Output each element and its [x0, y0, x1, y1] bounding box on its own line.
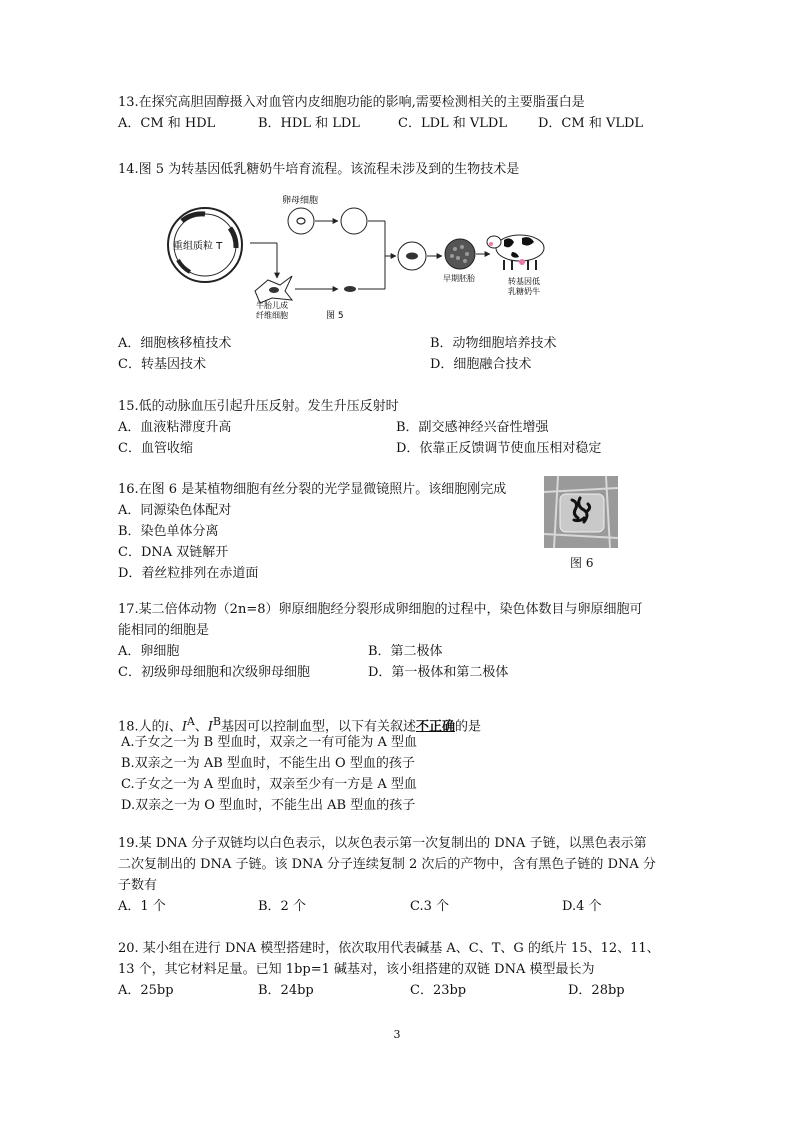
- q15-option-b[interactable]: B．副交感神经兴奋性增强: [396, 420, 549, 435]
- figure-6-micrograph: [544, 476, 618, 548]
- q18-gene-ib: I: [207, 719, 213, 735]
- question-13: [118, 92, 678, 134]
- question-14: [118, 159, 678, 180]
- q17-option-d[interactable]: D．第一极体和第二极体: [368, 665, 509, 680]
- q16-stem: 16.在图 6 是某植物细胞有丝分裂的光学显微镜照片。该细胞刚完成: [118, 482, 507, 497]
- cow-illustration: [487, 235, 544, 270]
- q17-option-a[interactable]: A．卵细胞: [118, 644, 180, 659]
- q13-options: [118, 113, 678, 134]
- q14-option-a[interactable]: A．细胞核移植技术: [118, 336, 232, 351]
- q15-option-c[interactable]: C．血管收缩: [118, 441, 193, 456]
- q18-stem-end: 的是: [455, 719, 482, 735]
- q15-option-d[interactable]: D．依靠正反馈调节使血压相对稳定: [396, 441, 602, 456]
- q20-stem-line-2: 13 个，其它材料足量。已知 1bp=1 碱基对，该小组搭建的双链 DNA 模型最长为: [118, 962, 595, 977]
- q13-option-a[interactable]: A．CM 和 HDL: [118, 116, 216, 131]
- q18-option-d[interactable]: D.双亲之一为 O 型血时，不能生出 AB 型血的孩子: [121, 798, 416, 813]
- q15-stem: 15.低的动脉血压引起升压反射。发生升压反射时: [118, 399, 399, 414]
- q20-option-b[interactable]: B．24bp: [258, 983, 314, 998]
- q16-option-b[interactable]: B．染色单体分离: [118, 524, 219, 539]
- q17-option-b[interactable]: B．第二极体: [368, 644, 443, 659]
- fibroblast-nucleus: [269, 287, 279, 293]
- q20-stem-line-1: 20. 某小组在进行 DNA 模型搭建时，依次取用代表碱基 A、C、T、G 的纸片 15、12、11、: [118, 941, 660, 956]
- q14-stem: 14.图 5 为转基因低乳糖奶牛培育流程。该流程未涉及到的生物技术是: [118, 162, 520, 177]
- q18-gene-ia: I: [181, 719, 188, 735]
- q18-gene-i: i: [164, 719, 169, 735]
- q17-stem-line-2: 能相同的细胞是: [118, 623, 210, 638]
- q20-option-c[interactable]: C．23bp: [410, 983, 467, 998]
- question-20: [118, 938, 678, 1001]
- egg-cell: [288, 208, 314, 234]
- donor-nucleus: [344, 286, 356, 292]
- egg-cell-label: 卵母细胞: [282, 196, 319, 206]
- q18-stem-emphasis: 不正确: [415, 719, 455, 735]
- fibroblast-label-2: 纤维细胞: [256, 311, 288, 320]
- question-15: [118, 396, 678, 459]
- q18-stem-mid: 基因可以控制血型，以下有关叙述: [220, 719, 416, 735]
- q18-stem: [118, 711, 678, 735]
- early-embryo: [445, 239, 475, 269]
- figure-6-caption: 图 6: [570, 556, 594, 570]
- q18-option-a[interactable]: A.子女之一为 B 型血时，双亲之一有可能为 A 型血: [121, 735, 417, 750]
- question-19: [118, 833, 678, 917]
- q18-sup-b: B: [213, 715, 221, 728]
- q18-stem-prefix: 18.人的: [118, 719, 165, 735]
- enucleated-egg: [341, 208, 367, 234]
- q15-option-a[interactable]: A．血液粘滞度升高: [118, 420, 232, 435]
- egg-nucleus: [297, 218, 305, 224]
- q20-option-d[interactable]: D．28bp: [568, 983, 625, 998]
- q16-option-c[interactable]: C．DNA 双链解开: [118, 545, 229, 560]
- plasmid-diagram: [168, 208, 242, 282]
- q17-option-c[interactable]: C．初级卵母细胞和次级卵母细胞: [118, 665, 310, 680]
- q14-option-d[interactable]: D．细胞融合技术: [430, 357, 532, 372]
- embryo-label: 早期胚胎: [443, 274, 475, 283]
- q19-option-b[interactable]: B．2 个: [258, 899, 306, 914]
- q14-option-c[interactable]: C．转基因技术: [118, 357, 206, 372]
- q19-option-d[interactable]: D.4 个: [562, 899, 602, 914]
- reconstructed-nucleus: [406, 253, 418, 260]
- cow-label-2: 乳糖奶牛: [508, 287, 540, 296]
- question-17: [118, 599, 678, 683]
- q19-option-c[interactable]: C.3 个: [410, 899, 450, 914]
- q16-option-a[interactable]: A．同源染色体配对: [118, 503, 232, 518]
- plasmid-label: 重组质粒 T: [173, 241, 223, 252]
- q14-option-b[interactable]: B．动物细胞培养技术: [430, 336, 557, 351]
- cow-label-1: 转基因低: [508, 277, 540, 286]
- q17-stem-line-1: 17.某二倍体动物（2n=8）卵原细胞经分裂形成卵细胞的过程中，染色体数目与卵原细胞可: [118, 602, 643, 617]
- question-18: [118, 711, 678, 816]
- page-number: 3: [393, 1028, 401, 1041]
- q19-stem-line-2: 二次复制出的 DNA 子链。该 DNA 分子连续复制 2 次后的产物中，含有黑色子链的 DNA 分: [118, 857, 656, 872]
- q18-sep-1: 、: [168, 719, 182, 735]
- q16-option-d[interactable]: D．着丝粒排列在赤道面: [118, 566, 259, 581]
- q18-option-c[interactable]: C.子女之一为 A 型血时，双亲至少有一方是 A 型血: [121, 777, 417, 792]
- q20-option-a[interactable]: A．25bp: [118, 983, 174, 998]
- q18-sup-a: A: [187, 715, 195, 728]
- q19-option-a[interactable]: A．1 个: [118, 899, 166, 914]
- q13-option-c[interactable]: C．LDL 和 VLDL: [398, 116, 507, 131]
- q13-option-d[interactable]: D．CM 和 VLDL: [538, 116, 644, 131]
- q19-stem-line-3: 子数有: [118, 878, 158, 893]
- q18-sep-2: 、: [194, 719, 208, 735]
- figure-5-caption: 图 5: [326, 311, 344, 321]
- q13-stem: 13.在探究高胆固醇摄入对血管内皮细胞功能的影响,需要检测相关的主要脂蛋白是: [118, 95, 585, 110]
- question-14-options: [118, 333, 678, 375]
- q13-option-b[interactable]: B．HDL 和 LDL: [258, 116, 360, 131]
- figure-5: [160, 188, 560, 328]
- q18-option-b[interactable]: B.双亲之一为 AB 型血时，不能生出 O 型血的孩子: [121, 756, 415, 771]
- q19-stem-line-1: 19.某 DNA 分子双链均以白色表示，以灰色表示第一次复制出的 DNA 子链，以黑色表示第: [118, 836, 647, 851]
- fibroblast-label-1: 牛胎儿成: [256, 301, 288, 310]
